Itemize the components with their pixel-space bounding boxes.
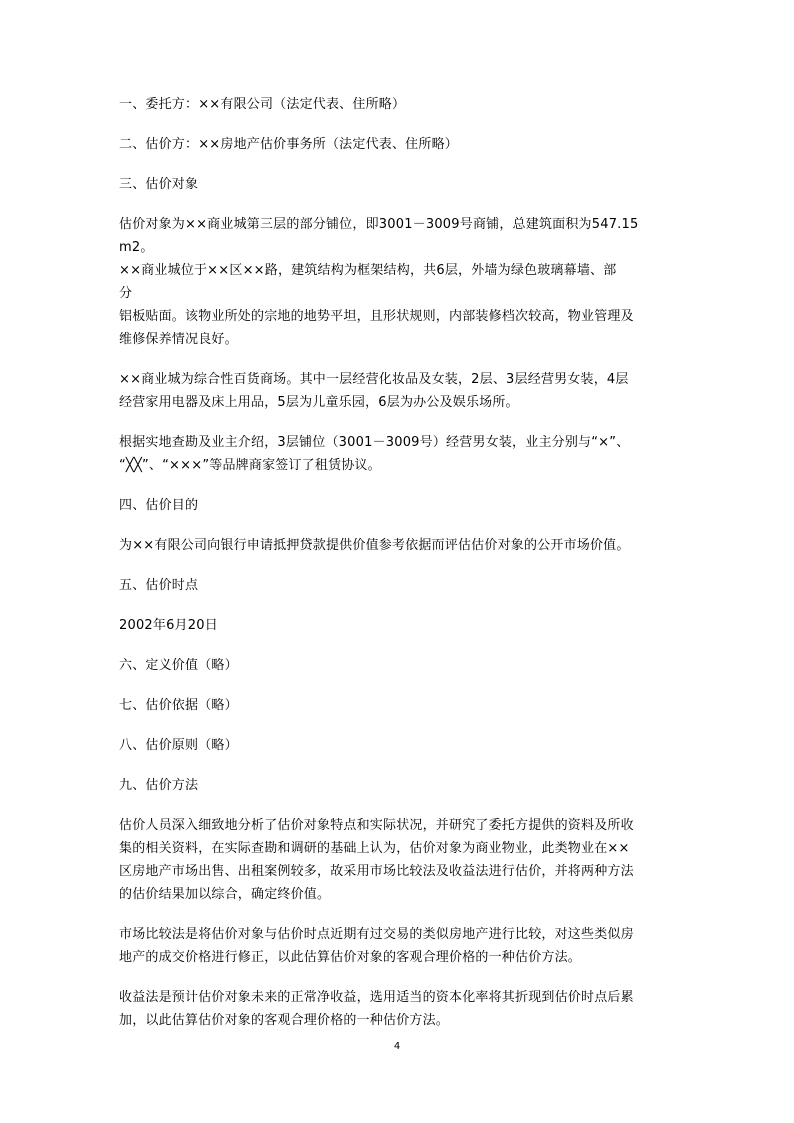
- text-line: ××商业城为综合性百货商场。其中一层经营化妆品及女装，2层、3层经营男女装，4层: [119, 372, 629, 387]
- text-line: m2。: [119, 240, 154, 255]
- paragraph-gap: [119, 414, 679, 431]
- paragraph-gap: [119, 597, 679, 614]
- paragraph-gap: [119, 557, 679, 574]
- text-line: 一、委托方：××有限公司（法定代表、住所略）: [119, 97, 406, 112]
- text-line: 2002年6月20日: [119, 618, 218, 633]
- paragraph-gap: [119, 156, 679, 173]
- text-line: 维修保养情况良好。: [119, 332, 238, 347]
- text-line: 经营家用电器及床上用品，5层为儿童乐园，6层为办公及娱乐场所。: [119, 395, 519, 410]
- text-line: 收益法是预计估价对象未来的正常净收益，选用适当的资本化率将其折现到估价时点后累: [119, 990, 634, 1005]
- text-line: 九、估价方法: [119, 778, 199, 793]
- text-line: 集的相关资料，在实际查勘和调研的基础上认为，估价对象为商业物业，此类物业在××: [119, 841, 630, 856]
- text-line: 八、估价原则（略）: [119, 738, 238, 753]
- paragraph-gap: [119, 637, 679, 654]
- paragraph-gap: [119, 517, 679, 534]
- text-line: 分: [119, 286, 133, 301]
- text-line: 加，以此估算估价对象的客观合理价格的一种估价方法。: [119, 1013, 450, 1028]
- paragraph-gap: [119, 477, 679, 494]
- paragraph-gap: [119, 677, 679, 694]
- text-line: 为××有限公司向银行申请抵押贷款提供价值参考依据而评估估价对象的公开市场价值。: [119, 538, 630, 553]
- text-line: 区房地产市场出售、出租案例较多，故采用市场比较法及收益法进行估价，并将两种方法: [119, 864, 634, 879]
- paragraph-gap: [119, 969, 679, 986]
- document-body: [119, 93, 679, 1032]
- text-line: 市场比较法是将估价对象与估价时点近期有过交易的类似房地产进行比较，对这些类似房: [119, 927, 634, 942]
- text-line: 七、估价依据（略）: [119, 698, 238, 713]
- text-line: 地产的成交价格进行修正，以此估算估价对象的客观合理价格的一种估价方法。: [119, 950, 582, 965]
- text-line: 四、估价目的: [119, 498, 199, 513]
- text-line: 的估价结果加以综合，确定终价值。: [119, 887, 331, 902]
- paragraph-gap: [119, 116, 679, 133]
- paragraph-gap: [119, 196, 679, 213]
- paragraph-gap: [119, 797, 679, 814]
- text-line: 三、估价对象: [119, 177, 199, 192]
- text-line: 估价对象为××商业城第三层的部分铺位，即3001－3009号商铺，总建筑面积为547.15: [119, 217, 639, 232]
- text-line: ××商业城位于××区××路，建筑结构为框架结构，共6层，外墙为绿色玻璃幕墙、部: [119, 263, 617, 278]
- paragraph-gap: [119, 717, 679, 734]
- paragraph-gap: [119, 906, 679, 923]
- text-line: “╳╳”、“×××”等品牌商家签订了租赁协议。: [119, 458, 381, 473]
- text-line: 六、定义价值（略）: [119, 658, 238, 673]
- paragraph-gap: [119, 757, 679, 774]
- text-line: 估价人员深入细致地分析了估价对象特点和实际状况，并研究了委托方提供的资料及所收: [119, 818, 634, 833]
- text-line: 五、估价时点: [119, 578, 199, 593]
- page-number: 4: [393, 1041, 401, 1052]
- text-line: 根据实地查勘及业主介绍，3层铺位（3001－3009号）经营男女装，业主分别与“×”、: [119, 435, 630, 450]
- text-line: 二、估价方：××房地产估价事务所（法定代表、住所略）: [119, 137, 458, 152]
- text-line: 铝板贴面。该物业所处的宗地的地势平坦，且形状规则，内部装修档次较高，物业管理及: [119, 309, 634, 324]
- paragraph-gap: [119, 351, 679, 368]
